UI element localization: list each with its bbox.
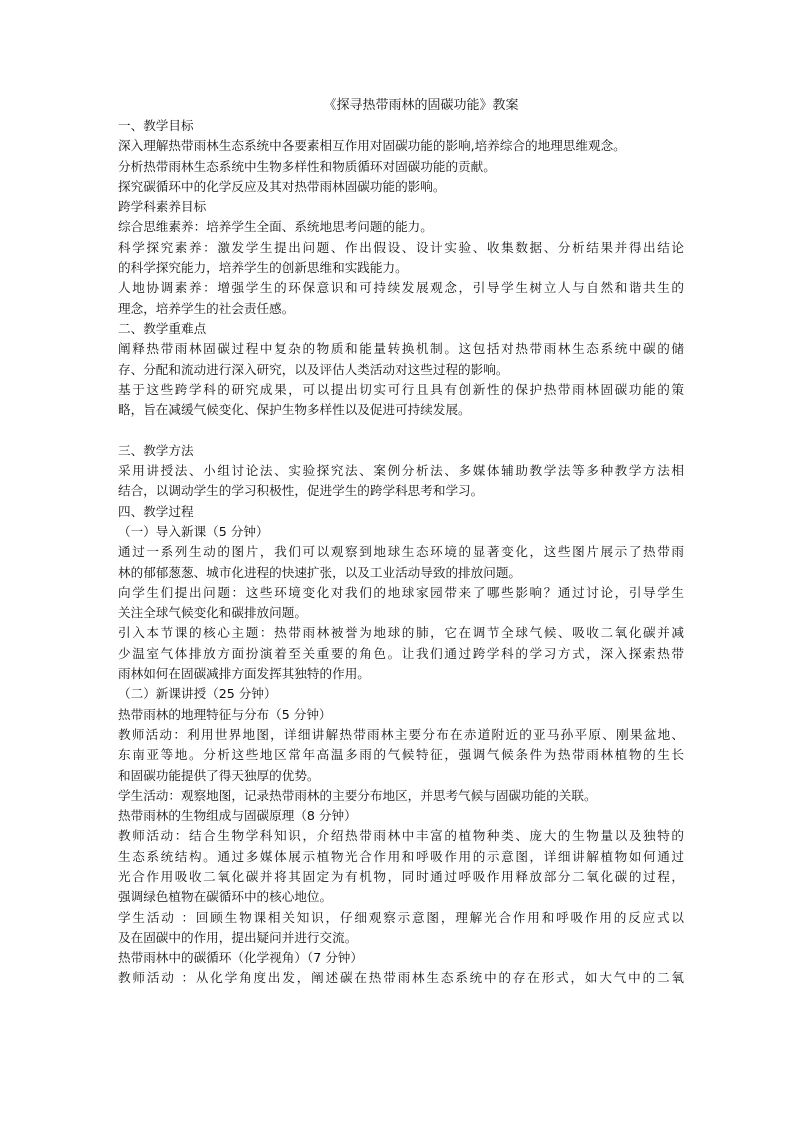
subsection-heading: （一）导入新课（5 分钟） [118, 523, 269, 539]
paragraph-line: 存、分配和流动进行深入研究，以及评估人类活动对这些过程的影响。 [118, 361, 509, 377]
paragraph-line: 结合，以调动学生的学习积极性，促进学生的跨学科思考和学习。 [118, 483, 484, 499]
subsection-heading: （二）新课讲授（25 分钟） [118, 686, 277, 702]
paragraph-line: 生态系统结构。通过多媒体展示植物光合作用和呼吸作用的示意图，详细讲解植物如何通过 [118, 848, 684, 864]
topic-heading: 热带雨林中的碳循环（化学视角）（7 分钟） [118, 950, 363, 966]
paragraph-line: 综合思维素养：培养学生全面、系统地思考问题的能力。 [118, 219, 433, 235]
paragraph-line: 学生活动 ：回顾生物课相关知识，仔细观察示意图，理解光合作用和呼吸作用的反应式以 [118, 909, 684, 925]
section-heading: 二、教学重难点 [118, 320, 207, 336]
blank-line [118, 420, 684, 440]
paragraph-line: 雨林如何在固碳减排方面发挥其独特的作用。 [118, 666, 370, 682]
section-heading: 四、教学过程 [118, 503, 194, 519]
paragraph-line: 学生活动：观察地图，记录热带雨林的主要分布地区，并思考气候与固碳功能的关联。 [118, 787, 597, 803]
paragraph-line: 教师活动 ：从化学角度出发，阐述碳在热带雨林生态系统中的存在形式，如大气中的二氧 [118, 970, 684, 986]
paragraph-line: 教师活动：结合生物学科知识，介绍热带雨林中丰富的植物种类、庞大的生物量以及独特的 [118, 828, 684, 844]
section-heading: 一、教学目标 [118, 118, 194, 133]
paragraph-line: 基于这些跨学科的研究成果，可以提出切实可行且具有创新性的保护热带雨林固碳功能的策 [118, 381, 684, 397]
paragraph-line: 东南亚等地。分析这些地区常年高温多雨的气候特征，强调气候条件为热带雨林植物的生长 [118, 747, 684, 763]
paragraph-line: 的科学探究能力，培养学生的创新思维和实践能力。 [118, 260, 408, 276]
paragraph-line: 引入本节课的核心主题：热带雨林被誉为地球的肺，它在调节全球气候、吸收二氧化碳并减 [118, 625, 684, 641]
document-title: 《探寻热带雨林的固碳功能》教案 [323, 98, 519, 113]
paragraph-line: 分析热带雨林生态系统中生物多样性和物质循环对固碳功能的贡献。 [118, 158, 496, 174]
paragraph-line: 深入理解热带雨林生态系统中各要素相互作用对固碳功能的影响,培养综合的地理思维观念。 [118, 138, 626, 154]
paragraph-line: 关注全球气候变化和碳排放问题。 [118, 605, 307, 621]
subsection-heading: 跨学科素养目标 [118, 199, 207, 215]
paragraph-line: 向学生们提出问题：这些环境变化对我们的地球家园带来了哪些影响？通过讨论，引导学生 [118, 584, 684, 600]
paragraph-line: 强调绿色植物在碳循环中的核心地位。 [118, 889, 333, 905]
topic-heading: 热带雨林的生物组成与固碳原理（8 分钟） [118, 808, 357, 824]
paragraph-line: 及在固碳中的作用，提出疑问并进行交流。 [118, 929, 358, 945]
paragraph-line: 人地协调素养：增强学生的环保意识和可持续发展观念，引导学生树立人与自然和谐共生的 [118, 280, 684, 296]
paragraph-line: 探究碳循环中的化学反应及其对热带雨林固碳功能的影响。 [118, 178, 446, 194]
paragraph-line: 通过一系列生动的图片，我们可以观察到地球生态环境的显著变化，这些图片展示了热带雨 [118, 544, 684, 560]
paragraph-line: 教师活动：利用世界地图，详细讲解热带雨林主要分布在赤道附近的亚马孙平原、刚果盆地、 [118, 726, 684, 742]
paragraph-line: 和固碳功能提供了得天独厚的优势。 [118, 767, 320, 783]
paragraph-line: 理念，培养学生的社会责任感。 [118, 300, 295, 316]
paragraph-line: 科学探究素养：激发学生提出问题、作出假设、设计实验、收集数据、分析结果并得出结论 [118, 239, 684, 255]
paragraph-line: 光合作用吸收二氧化碳并将其固定为有机物，同时通过呼吸作用释放部分二氧化碳的过程， [118, 868, 684, 884]
section-heading: 三、教学方法 [118, 442, 194, 458]
paragraph-line: 采用讲授法、小组讨论法、实验探究法、案例分析法、多媒体辅助教学法等多种教学方法相 [118, 463, 684, 479]
paragraph-line: 林的郁郁葱葱、城市化进程的快速扩张，以及工业活动导致的排放问题。 [118, 564, 521, 580]
topic-heading: 热带雨林的地理特征与分布（5 分钟） [118, 706, 332, 722]
paragraph-line: 略，旨在减缓气候变化、保护生物多样性以及促进可持续发展。 [118, 402, 471, 418]
paragraph-line: 阐释热带雨林固碳过程中复杂的物质和能量转换机制。这包括对热带雨林生态系统中碳的储 [118, 341, 684, 357]
document-page [118, 96, 684, 989]
paragraph-line: 少温室气体排放方面扮演着至关重要的角色。让我们通过跨学科的学习方式，深入探索热带 [118, 645, 684, 661]
